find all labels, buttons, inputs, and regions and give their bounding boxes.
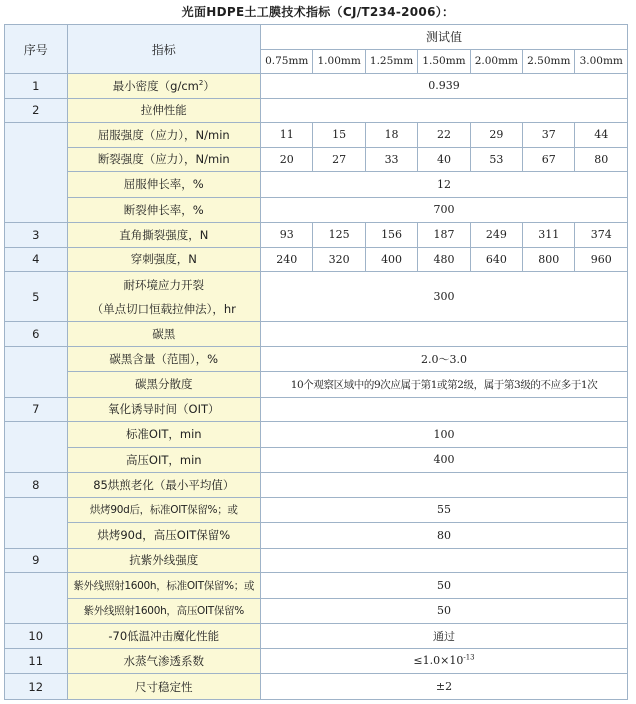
row-seq: 1 <box>5 74 68 99</box>
row-indicator: 穿刺强度，N <box>67 247 261 272</box>
row-value-empty <box>261 473 628 498</box>
table-row <box>5 497 628 523</box>
row-seq-empty <box>5 346 68 397</box>
row-value: 10个观察区域中的9次应属于第1或第2级，属于第3级的不应多于1次 <box>261 372 628 398</box>
row-value: $\le 1.0\times 10^{-13}$ <box>261 648 628 674</box>
row-indicator: 碳黑 <box>67 322 261 347</box>
row-indicator: 水蒸气渗透系数 <box>67 648 261 674</box>
page-title: 光面HDPE土工膜技术指标（CJ/T234-2006）： <box>181 5 455 19</box>
table-row <box>5 98 628 123</box>
table-row <box>5 674 628 700</box>
row-seq-empty <box>5 497 68 548</box>
row-seq-empty <box>5 422 68 473</box>
row-indicator: 耐环境应力开裂 （单点切口恒载拉伸法），hr <box>67 272 261 322</box>
row-value: 50 <box>261 598 628 624</box>
row-value: 100 <box>261 422 628 448</box>
row-seq-empty <box>5 573 68 624</box>
row-indicator: 屈服伸长率，% <box>67 172 261 198</box>
table-row <box>5 74 628 99</box>
header-indicator: 指标 <box>67 25 261 74</box>
thickness-cell: 3.00mm <box>575 49 628 74</box>
table-row <box>5 648 628 674</box>
header-row <box>5 25 628 50</box>
row-value: 400 <box>261 447 628 473</box>
row-seq: 10 <box>5 624 68 649</box>
row-value: 700 <box>261 197 628 223</box>
row-value: 50 <box>261 573 628 599</box>
row-value: 300 <box>261 272 628 322</box>
row-value: 通过 <box>261 624 628 649</box>
row-indicator: 碳黑含量（范围），% <box>67 346 261 372</box>
header-seq: 序号 <box>5 25 68 74</box>
row-value: 40 <box>418 147 470 172</box>
row-value: 93 <box>261 223 313 248</box>
row-value: 37 <box>523 123 575 148</box>
row-value: 374 <box>575 223 628 248</box>
spec-table <box>4 24 628 700</box>
row-value-empty <box>261 98 628 123</box>
thickness-cell: 2.00mm <box>470 49 522 74</box>
row-value: 67 <box>523 147 575 172</box>
row-value: 27 <box>313 147 365 172</box>
row-indicator: 抗紫外线强度 <box>67 548 261 573</box>
table-row <box>5 523 628 549</box>
row-value: 240 <box>261 247 313 272</box>
row-value: 44 <box>575 123 628 148</box>
row-value: 55 <box>261 497 628 523</box>
table-row <box>5 372 628 398</box>
table-row <box>5 272 628 322</box>
row-seq: 8 <box>5 473 68 498</box>
row-indicator: 断裂伸长率，% <box>67 197 261 223</box>
table-row <box>5 223 628 248</box>
row-value-empty <box>261 322 628 347</box>
row-seq: 9 <box>5 548 68 573</box>
thickness-cell: 1.00mm <box>313 49 365 74</box>
table-row <box>5 172 628 198</box>
row-value: 22 <box>418 123 470 148</box>
row-seq: 3 <box>5 223 68 248</box>
row-indicator: 烘烤90d，高压OIT保留% <box>67 523 261 549</box>
row-value: ±2 <box>261 674 628 700</box>
header-test-value: 测试值 <box>261 25 628 50</box>
row-value: 187 <box>418 223 470 248</box>
row-value: 800 <box>523 247 575 272</box>
thickness-cell: 0.75mm <box>261 49 313 74</box>
row-value: 11 <box>261 123 313 148</box>
row-seq: 12 <box>5 674 68 700</box>
row-value: 960 <box>575 247 628 272</box>
row-indicator: 85烘煎老化（最小平均值） <box>67 473 261 498</box>
row-indicator: 拉伸性能 <box>67 98 261 123</box>
row-value: 125 <box>313 223 365 248</box>
row-value-empty <box>261 397 628 422</box>
row-value: 2.0～3.0 <box>261 346 628 372</box>
table-row <box>5 346 628 372</box>
row-value: 249 <box>470 223 522 248</box>
table-row <box>5 548 628 573</box>
row-indicator: 标准OIT，min <box>67 422 261 448</box>
table-row <box>5 147 628 172</box>
row-value: 640 <box>470 247 522 272</box>
row-indicator: 直角撕裂强度，N <box>67 223 261 248</box>
table-row <box>5 624 628 649</box>
row-value: 320 <box>313 247 365 272</box>
row-seq: 7 <box>5 397 68 422</box>
row-indicator: -70低温冲击魔化性能 <box>67 624 261 649</box>
row-value: 480 <box>418 247 470 272</box>
row-value: 18 <box>365 123 417 148</box>
row-indicator: 氧化诱导时间（OIT） <box>67 397 261 422</box>
table-row <box>5 447 628 473</box>
row-value: 80 <box>261 523 628 549</box>
thickness-cell: 1.50mm <box>418 49 470 74</box>
table-row <box>5 197 628 223</box>
table-row <box>5 573 628 599</box>
row-indicator: 紫外线照射1600h，标准OIT保留%；或 <box>67 573 261 599</box>
row-seq: 6 <box>5 322 68 347</box>
row-value: 0.939 <box>261 74 628 99</box>
row-value: 53 <box>470 147 522 172</box>
row-seq: 4 <box>5 247 68 272</box>
row-value: 29 <box>470 123 522 148</box>
table-row <box>5 473 628 498</box>
row-value: 15 <box>313 123 365 148</box>
row-value-empty <box>261 548 628 573</box>
table-row <box>5 322 628 347</box>
row-value: 33 <box>365 147 417 172</box>
table-row <box>5 422 628 448</box>
table-row <box>5 247 628 272</box>
row-value: 20 <box>261 147 313 172</box>
row-indicator: 烘烤90d后，标准OIT保留%；或 <box>67 497 261 523</box>
row-indicator: 紫外线照射1600h，高压OIT保留% <box>67 598 261 624</box>
row-value: 80 <box>575 147 628 172</box>
row-value: 12 <box>261 172 628 198</box>
row-seq: 11 <box>5 648 68 674</box>
row-seq: 5 <box>5 272 68 322</box>
row-indicator: 断裂强度（应力），N/min <box>67 147 261 172</box>
row-indicator: 高压OIT，min <box>67 447 261 473</box>
thickness-cell: 2.50mm <box>523 49 575 74</box>
row-seq: 2 <box>5 98 68 123</box>
row-value: 156 <box>365 223 417 248</box>
row-value: 311 <box>523 223 575 248</box>
row-indicator: 尺寸稳定性 <box>67 674 261 700</box>
table-row <box>5 123 628 148</box>
row-indicator: 屈服强度（应力），N/min <box>67 123 261 148</box>
row-indicator: 碳黑分散度 <box>67 372 261 398</box>
thickness-cell: 1.25mm <box>365 49 417 74</box>
row-indicator: 最小密度$(g/cm^2)$ <box>67 74 261 99</box>
table-row <box>5 598 628 624</box>
row-seq-empty <box>5 123 68 223</box>
row-value: 400 <box>365 247 417 272</box>
table-row <box>5 397 628 422</box>
